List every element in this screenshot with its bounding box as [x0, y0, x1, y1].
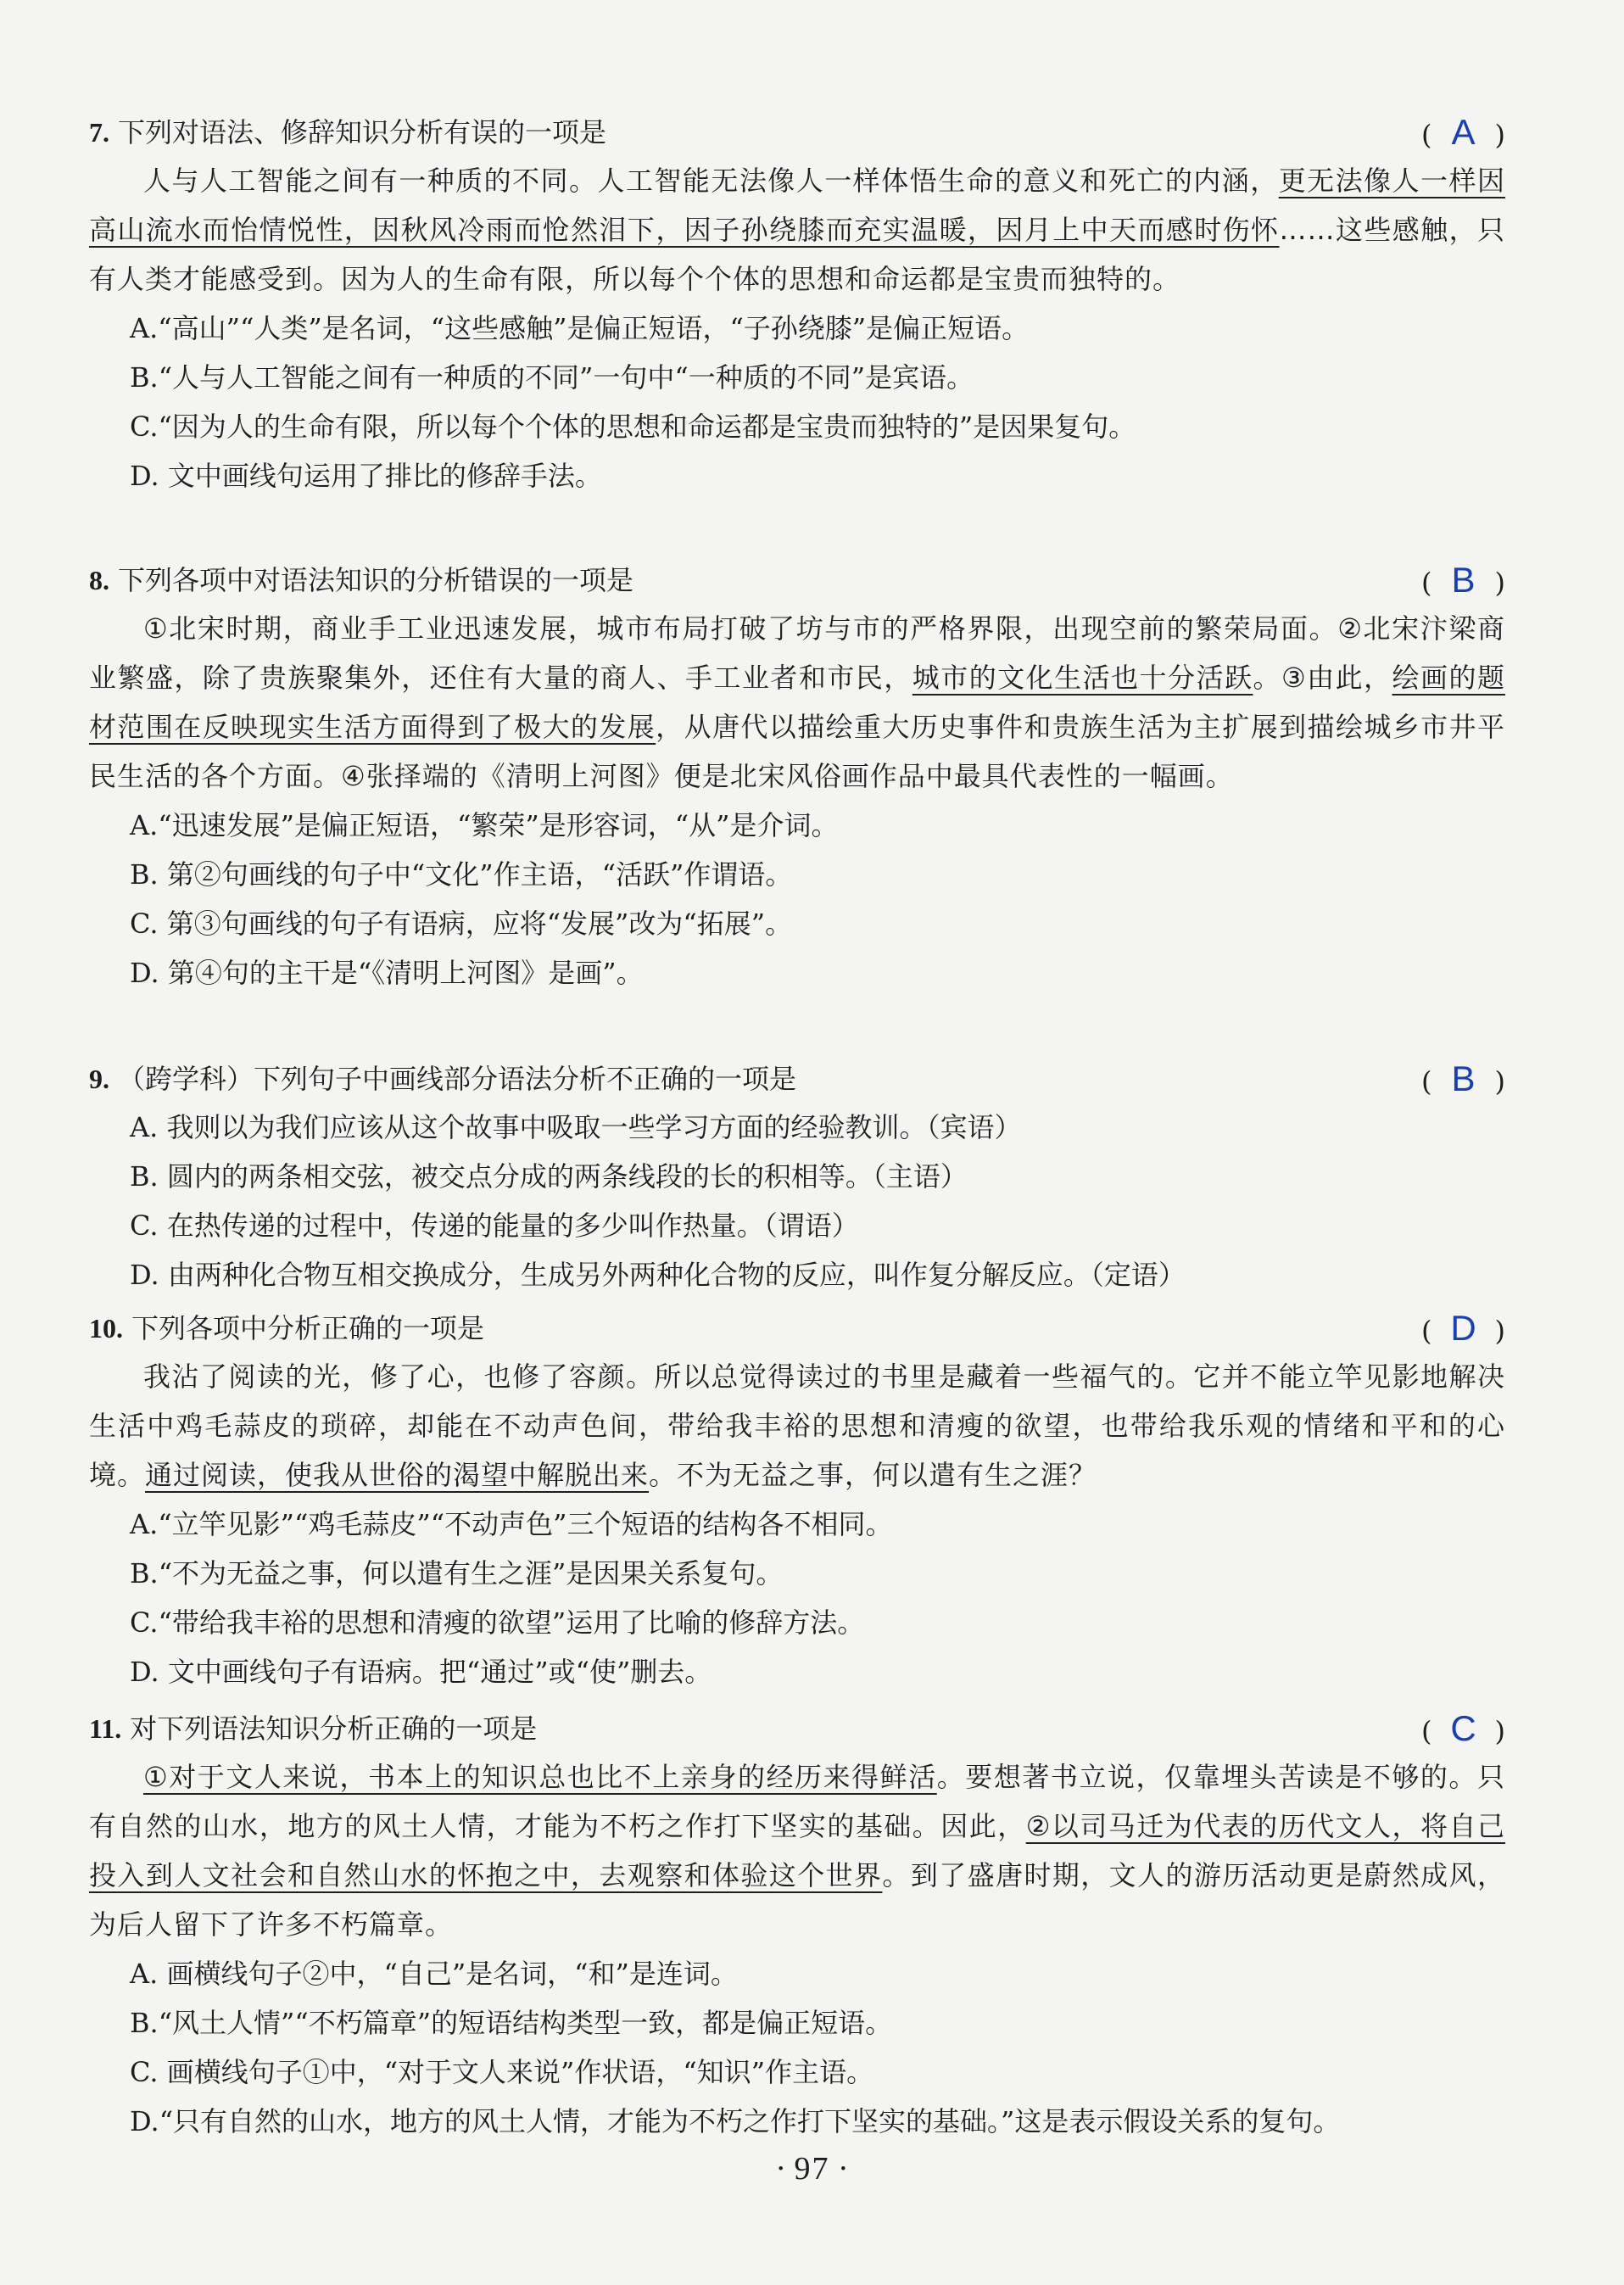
passage — [89, 156, 1505, 304]
option-c: C. 画横线句子①中，“对于文人来说”作状语，“知识”作主语。 — [130, 2056, 874, 2088]
underlined-sentence: ①对于文人来说，书本上的知识总也比不上亲身的经历来得鲜活 — [143, 1761, 937, 1793]
passage-segment: 。要想著书立说，仅靠埋头苦读是不够的。只有自然的山水，地方的风土人情，才能为不朽之作打下坚实的基础。因此， — [89, 1761, 1505, 1842]
page-number-value: 97 — [794, 2151, 830, 2187]
question-9 — [89, 1055, 1505, 1299]
option-a: A.“立竿见影”“鸡毛蒜皮”“不动声色”三个短语的结构各不相同。 — [130, 1508, 893, 1540]
answer-box: ( D ) — [1421, 1305, 1505, 1355]
passage-segment: ……这些感触，只有人类才能感受到。因为人的生命有限，所以每个个体的思想和命运都是宝贵而独特的。 — [89, 214, 1505, 295]
option-c: C. 在热传递的过程中，传递的能量的多少叫作热量。（谓语） — [130, 1210, 859, 1242]
question-number: 7. — [89, 117, 109, 148]
question-number: 8. — [89, 565, 109, 595]
answer-box: ( C ) — [1421, 1705, 1505, 1755]
question-stem — [89, 1055, 1505, 1103]
question-stem — [89, 1305, 1505, 1352]
question-stem — [89, 109, 1505, 156]
option-b: B.“不为无益之事，何以遣有生之涯”是因果关系复句。 — [130, 1557, 784, 1589]
passage-segment: ，从唐代以描绘重大历史事件和贵族生活为主扩展到描绘城乡市井平民生活的各个方面。④张择端的《清明上河图》便是北宋风俗画作品中最具代表性的一幅画。 — [89, 711, 1505, 792]
question-number: 10. — [89, 1313, 123, 1344]
underlined-sentence: 通过阅读，使我从世俗的渴望中解脱出来 — [145, 1459, 650, 1491]
passage — [89, 604, 1505, 801]
page-number: · 97 · — [775, 2151, 849, 2187]
question-8 — [89, 556, 1505, 997]
question-number: 9. — [89, 1064, 109, 1094]
passage — [89, 1352, 1505, 1500]
passage-segment: 。③由此， — [1253, 662, 1392, 694]
option-d: D. 文中画线句子有语病。把“通过”或“使”删去。 — [130, 1656, 712, 1688]
passage-segment: 人与人工智能之间有一种质的不同。人工智能无法像人一样体悟生命的意义和死亡的内涵， — [143, 165, 1279, 197]
question-text: 对下列语法知识分析正确的一项是 — [130, 1712, 538, 1745]
option-c: C.“因为人的生命有限，所以每个个体的思想和命运都是宝贵而独特的”是因果复句。 — [130, 411, 1136, 443]
underlined-sentence: 城市的文化生活也十分活跃 — [912, 662, 1253, 694]
question-11 — [89, 1705, 1505, 2146]
answer-letter: D — [1450, 1308, 1476, 1348]
option-b: B. 第②句画线的句子中“文化”作主语，“活跃”作谓语。 — [130, 858, 793, 891]
question-number: 11. — [89, 1713, 122, 1744]
option-b: B.“人与人工智能之间有一种质的不同”一句中“一种质的不同”是宾语。 — [130, 361, 974, 394]
underlined-sentence: 更无法像人一样因高山流水而怡情悦性，因秋风冷雨而怆然泪下，因子孙绕膝而充实温暖，因月上中天而感时伤怀 — [89, 165, 1505, 246]
option-a: A.“高山”“人类”是名词，“这些感触”是偏正短语，“子孙绕膝”是偏正短语。 — [130, 312, 1030, 344]
passage-segment: 。到了盛唐时期，文人的游历活动更是蔚然成风，为后人留下了许多不朽篇章。 — [89, 1859, 1505, 1941]
question-10 — [89, 1305, 1505, 1696]
option-b: B. 圆内的两条相交弦，被交点分成的两条线段的长的积相等。（主语） — [130, 1160, 968, 1193]
question-stem — [89, 556, 1505, 604]
answer-box: ( B ) — [1421, 1055, 1505, 1105]
question-text: 下列各项中分析正确的一项是 — [131, 1312, 485, 1344]
option-d: D. 第④句的主干是“《清明上河图》是画”。 — [130, 957, 644, 989]
option-b: B.“风土人情”“不朽篇章”的短语结构类型一致，都是偏正短语。 — [130, 2007, 893, 2039]
passage-segment: ①北宋时期，商业手工业迅速发展，城市布局打破了坊与市的严格界限，出现空前的繁荣局面。②北宋汴梁商业繁盛，除了贵族聚集外，还住有大量的商人、手工业者和市民， — [89, 612, 1505, 694]
option-a: A.“迅速发展”是偏正短语，“繁荣”是形容词，“从”是介词。 — [130, 809, 839, 841]
question-text: 下列各项中对语法知识的分析错误的一项是 — [118, 564, 634, 596]
passage-segment: 。不为无益之事，何以遣有生之涯？ — [649, 1459, 1097, 1491]
question-stem — [89, 1705, 1505, 1752]
option-a: A. 我则以为我们应该从这个故事中吸取一些学习方面的经验教训。（宾语） — [130, 1111, 1022, 1143]
answer-letter: A — [1451, 112, 1476, 152]
option-c: C.“带给我丰裕的思想和清瘦的欲望”运用了比喻的修辞方法。 — [130, 1606, 865, 1639]
option-a: A. 画横线句子②中，“自己”是名词，“和”是连词。 — [130, 1958, 738, 1990]
option-d: D. 文中画线句运用了排比的修辞手法。 — [130, 460, 602, 492]
option-c: C. 第③句画线的句子有语病，应将“发展”改为“拓展”。 — [130, 908, 793, 940]
passage — [89, 1752, 1505, 1949]
underlined-sentence: ②以司马迁为代表的历代文人，将自己投入到人文社会和自然山水的怀抱之中，去观察和体验这个世界 — [89, 1810, 1505, 1891]
answer-letter: B — [1451, 560, 1476, 600]
underlined-sentence: 绘画的题材范围在反映现实生活方面得到了极大的发展 — [89, 662, 1505, 743]
answer-box: ( A ) — [1421, 109, 1505, 159]
question-text: 下列对语法、修辞知识分析有误的一项是 — [118, 116, 607, 148]
passage-segment: 我沾了阅读的光，修了心，也修了容颜。所以总觉得读过的书里是藏着一些福气的。它并不能立竿见影地解决生活中鸡毛蒜皮的琐碎，却能在不动声色间，带给我丰裕的思想和清瘦的欲望，也带给我乐观的情绪和平和的心境。 — [89, 1360, 1505, 1491]
answer-letter: B — [1451, 1059, 1476, 1098]
answer-letter: C — [1450, 1708, 1476, 1748]
question-text: （跨学科）下列句子中画线部分语法分析不正确的一项是 — [118, 1063, 797, 1095]
question-7 — [89, 109, 1505, 500]
answer-box: ( B ) — [1421, 556, 1505, 606]
option-d: D.“只有自然的山水，地方的风土人情，才能为不朽之作打下坚实的基础。”这是表示假设关系的复句。 — [130, 2105, 1341, 2137]
option-d: D. 由两种化合物互相交换成分，生成另外两种化合物的反应，叫作复分解反应。（定语） — [130, 1259, 1186, 1291]
